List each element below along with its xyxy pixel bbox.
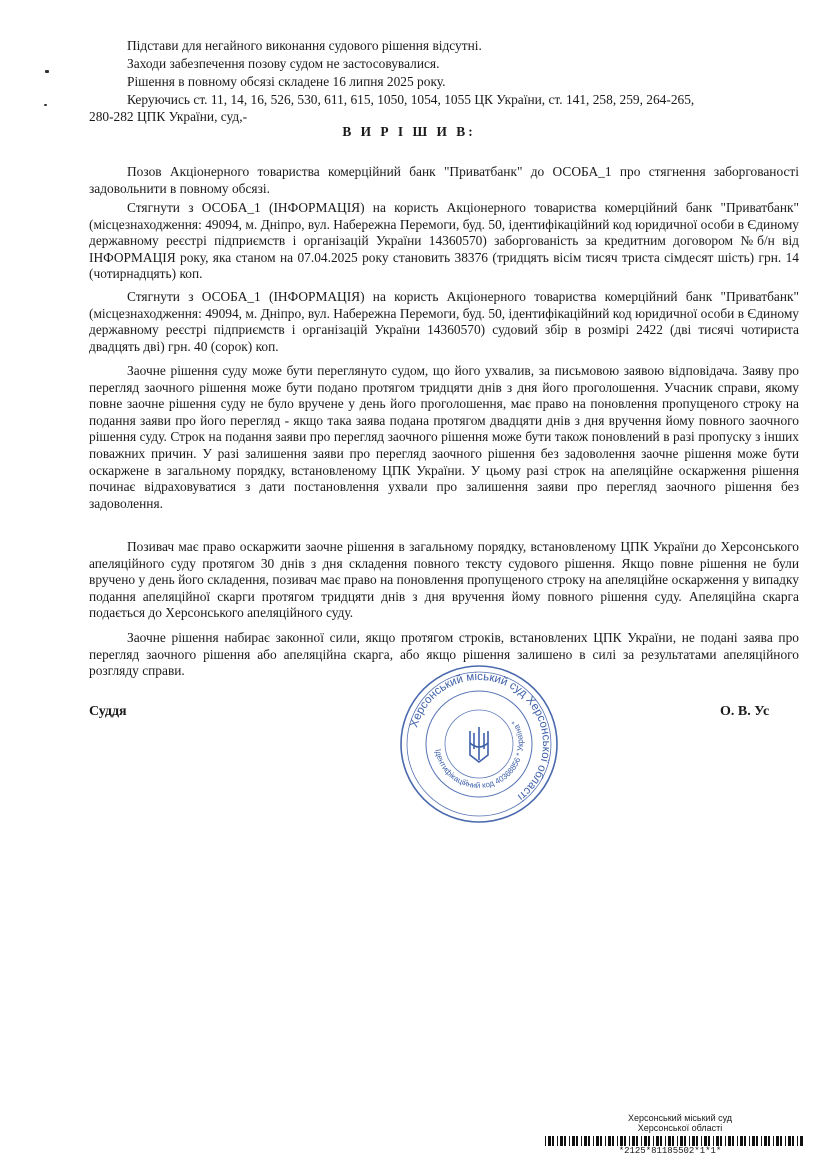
barcode-bar [764, 1136, 767, 1146]
barcode-bar [800, 1136, 803, 1146]
barcode-bar [756, 1136, 758, 1146]
barcode-bar [785, 1136, 786, 1146]
barcode-bar [545, 1136, 546, 1146]
barcode-bar [752, 1136, 755, 1146]
footer-court-name [620, 1113, 740, 1133]
court-seal [398, 663, 560, 825]
barcode-bar [768, 1136, 770, 1146]
paragraph-court-fee: Стягнути з ОСОБА_1 (ІНФОРМАЦІЯ) на користь Акціонерного товариства комерційний банк "Приватбанк" (місцезнаходження: 49094, м. Дніпро, вул. Набережна Перемоги, буд. 50, ідентифікаційний код юридичної особи в Єдиному державному реєстрі підприємств і організацій України 14360570) судовий збір в розмірі 2422 (дві тисячі чотириста двадцять дві) грн. 40 (сорок) коп. [89, 289, 799, 354]
barcode-bar [572, 1136, 575, 1146]
barcode-bar [716, 1136, 719, 1146]
barcode-bar [737, 1136, 738, 1146]
paragraph-appeal: Позивач має право оскаржити заочне рішення в загальному порядку, встановленому ЦПК України до Херсонського апеляційного суду протягом 30 днів з дня складення повного тексту судового рішення. Якщо повне рішення не були вручено у день його складення, позивач має право на поновлення пропущеного строку на апеляційне оскарження у випадку подання апеляційної скарги протягом тридцяти днів з дня вручення йому повного рішення суду. Апеляційна скарга подається до Херсонського апеляційного суду. [89, 539, 799, 621]
barcode-bar [629, 1136, 630, 1146]
barcode-bar [612, 1136, 614, 1146]
barcode-bar [581, 1136, 582, 1146]
trident-icon [470, 727, 488, 762]
paragraph-debt: Стягнути з ОСОБА_1 (ІНФОРМАЦІЯ) на користь Акціонерного товариства комерційний банк "Приватбанк" (місцезнаходження: 49094, м. Дніпро, вул. Набережна Перемоги, буд. 50, ідентифікаційний код юридичної особи в Єдиному державному реєстрі підприємств і організацій України 14360570) заборгованість за кредитним договором №б/н від ІНФОРМАЦІЯ року, яка станом на 07.04.2025 року становить 38376 (тридцять вісім тисяч триста сімдесят шість) грн. 14 (чотирнадцять) коп. [89, 200, 799, 282]
scan-mark [45, 70, 49, 73]
barcode-bar [788, 1136, 791, 1146]
barcode-bar [576, 1136, 578, 1146]
barcode-bar [728, 1136, 731, 1146]
barcode-bar [641, 1136, 642, 1146]
decision-heading: В И Р І Ш И В: [342, 124, 476, 139]
paragraph-effect: Заочне рішення набирає законної сили, якщо протягом строків, встановлених ЦПК України, не подані заява про перегляд заочного рішення або апеляційна скарга, або якщо рішення залишено в силі за результатами апеляційного розгляду справи. [89, 630, 799, 679]
paragraph-claim: Позов Акціонерного товариства комерційний банк "Приватбанк" до ОСОБА_1 про стягнення заборгованості задовольнити в повному обсязі. [89, 164, 799, 196]
footer-court-line: Херсонської області [637, 1123, 723, 1133]
barcode-bar [672, 1136, 674, 1146]
barcode-bar [644, 1136, 647, 1146]
barcode-bar [684, 1136, 686, 1146]
barcode-bar [584, 1136, 587, 1146]
seal-outer-text: Херсонський міський суд Херсонської області [408, 670, 553, 803]
paragraph-review: Заочне рішення суду може бути переглянуто судом, що його ухвалив, за письмовою заявою відповідача. Заяву про перегляд заочного рішення може бути подано протягом тридцяти днів з дня його проголошення. Учасник справи, якому повне заочне рішення суду не було вручене у день його проголошення, має право на поновлення пропущеного строку на подання заяви про його перегляд - якщо така заява подана протягом двадцяти днів з дня вручення йому повного заочного рішення суду. Строк на подання заяви про перегляд заочного рішення може бути також поновлений в разі пропуску з інших поважних причин. У разі залишення заяви про перегляд заочного рішення без задоволення заочне рішення може бути оскаржене в загальному порядку, встановленому ЦПК України. У цьому разі строк на апеляційне оскарження рішення починає відраховуватися з дати постановлення ухвали про залишення заяви про перегляд заочного рішення без задоволення. [89, 363, 799, 511]
barcode-bar [692, 1136, 695, 1146]
barcode-bar [632, 1136, 635, 1146]
barcode-bar [797, 1136, 798, 1146]
barcode-bar [761, 1136, 762, 1146]
seal-inner-text: Ідентифікаційний код 40368856 * Україна * [433, 718, 526, 791]
scan-mark [44, 104, 47, 106]
barcode-bar [660, 1136, 662, 1146]
barcode-bar [708, 1136, 710, 1146]
barcode [545, 1136, 803, 1146]
barcode-bar [792, 1136, 794, 1146]
barcode-bar [740, 1136, 743, 1146]
judge-name: О. В. Ус [720, 704, 770, 719]
barcode-bar [744, 1136, 746, 1146]
text-line: 280-282 ЦПК України, суд,- [89, 109, 248, 124]
text-line: Рішення в повному обсязі складене 16 липня 2025 року. [127, 74, 446, 89]
barcode-bar [617, 1136, 618, 1146]
barcode-bar [656, 1136, 659, 1146]
barcode-bar [701, 1136, 702, 1146]
barcode-bar [620, 1136, 623, 1146]
barcode-bar [749, 1136, 750, 1146]
barcode-bar [713, 1136, 714, 1146]
barcode-bar [557, 1136, 558, 1146]
barcode-bar [569, 1136, 570, 1146]
barcode-bar [548, 1136, 551, 1146]
barcode-bar [680, 1136, 683, 1146]
barcode-bar [696, 1136, 698, 1146]
text-line: Керуючись ст. 11, 14, 16, 526, 530, 611, 615, 1050, 1054, 1055 ЦК України, ст. 141, 258, 259, 264-265, [127, 92, 695, 107]
barcode-bar [704, 1136, 707, 1146]
barcode-bar [780, 1136, 782, 1146]
barcode-bar [648, 1136, 650, 1146]
barcode-bar [593, 1136, 594, 1146]
barcode-bar [624, 1136, 626, 1146]
text-line: Заходи забезпечення позову судом не застосовувалися. [127, 56, 440, 71]
barcode-bar [560, 1136, 563, 1146]
barcode-bar [732, 1136, 734, 1146]
barcode-bar [665, 1136, 666, 1146]
barcode-bar [552, 1136, 554, 1146]
barcode-bar [636, 1136, 638, 1146]
barcode-bar [668, 1136, 671, 1146]
barcode-bar [677, 1136, 678, 1146]
barcode-bar [608, 1136, 611, 1146]
barcode-bar [600, 1136, 602, 1146]
barcode-bar [776, 1136, 779, 1146]
text-line: Підстави для негайного виконання судового рішення відсутні. [127, 38, 482, 53]
barcode-bar [596, 1136, 599, 1146]
barcode-bar [605, 1136, 606, 1146]
barcode-bar [720, 1136, 722, 1146]
barcode-bar [773, 1136, 774, 1146]
footer-court-line: Херсонський міський суд [627, 1113, 733, 1123]
barcode-bar [588, 1136, 590, 1146]
barcode-bar [725, 1136, 726, 1146]
barcode-bar [564, 1136, 566, 1146]
barcode-bar [689, 1136, 690, 1146]
barcode-number: *2125*81185502*1*1* [618, 1146, 722, 1156]
judge-label: Суддя [89, 704, 127, 719]
barcode-bar [653, 1136, 654, 1146]
